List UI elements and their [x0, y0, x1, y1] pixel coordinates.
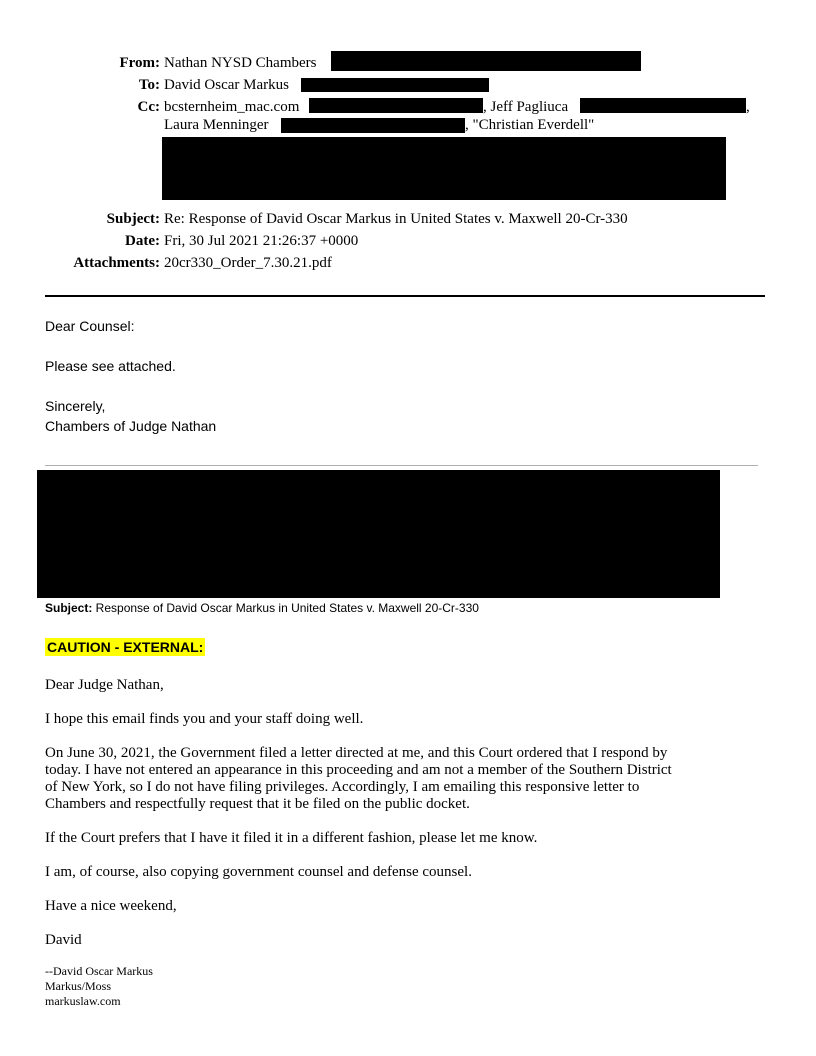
header-divider [45, 295, 765, 297]
original-paragraph-2-line-2: today. I have not entered an appearance in this proceeding and am not a member of the Southern District [45, 762, 672, 778]
redaction-box [162, 137, 726, 200]
date-label: Date: [125, 233, 160, 249]
cc-value-1c: , [746, 99, 750, 115]
original-paragraph-6: David [45, 932, 82, 948]
cc-value-1a: bcsternheim_mac.com [164, 99, 300, 115]
cc-value-1b: , Jeff Pagliuca [483, 99, 569, 115]
to-value: David Oscar Markus [164, 77, 289, 93]
from-label: From: [119, 55, 160, 71]
to-label: To: [138, 77, 160, 93]
redaction-box [331, 51, 641, 71]
reply-closing: Sincerely, [45, 398, 106, 414]
from-value: Nathan NYSD Chambers [164, 55, 317, 71]
cc-value-2a: Laura Menninger [164, 117, 269, 133]
redaction-box [301, 78, 489, 92]
original-subject-value: Response of David Oscar Markus in United States v. Maxwell 20-Cr-330 [92, 601, 479, 615]
redaction-box [580, 98, 746, 113]
original-subject-line [45, 600, 479, 616]
reply-greeting: Dear Counsel: [45, 318, 135, 334]
original-paragraph-5: Have a nice weekend, [45, 898, 177, 914]
caution-external-banner: CAUTION - EXTERNAL: [47, 639, 204, 655]
date-value: Fri, 30 Jul 2021 21:26:37 +0000 [164, 233, 359, 249]
original-subject-label: Subject: [45, 601, 93, 615]
attachments-label: Attachments: [73, 255, 160, 271]
cc-value-2b: , "Christian Everdell" [465, 117, 595, 133]
reply-signature: Chambers of Judge Nathan [45, 418, 217, 434]
subject-value: Re: Response of David Oscar Markus in United States v. Maxwell 20-Cr-330 [164, 211, 628, 227]
redaction-box [309, 98, 483, 113]
signature-firm: Markus/Moss [45, 979, 112, 993]
redaction-box [281, 118, 465, 133]
redaction-box [37, 470, 720, 598]
attachment-filename: 20cr330_Order_7.30.21.pdf [164, 255, 332, 271]
reply-body: Please see attached. [45, 358, 176, 374]
quote-divider [45, 465, 758, 466]
original-greeting: Dear Judge Nathan, [45, 677, 164, 693]
subject-label: Subject: [106, 211, 160, 227]
original-paragraph-2-line-4: Chambers and respectfully request that it be filed on the public docket. [45, 796, 470, 812]
signature-website: markuslaw.com [45, 994, 121, 1008]
cc-label: Cc: [137, 99, 160, 115]
original-paragraph-1: I hope this email finds you and your staff doing well. [45, 711, 364, 727]
original-paragraph-2-line-1: On June 30, 2021, the Government filed a letter directed at me, and this Court ordered that I respond by [45, 745, 668, 761]
original-paragraph-2-line-3: of New York, so I do not have filing privileges. Accordingly, I am emailing this responsive letter to [45, 779, 640, 795]
original-paragraph-3: If the Court prefers that I have it filed it in a different fashion, please let me know. [45, 830, 538, 846]
original-paragraph-4: I am, of course, also copying government counsel and defense counsel. [45, 864, 472, 880]
signature-name: --David Oscar Markus [45, 964, 153, 978]
